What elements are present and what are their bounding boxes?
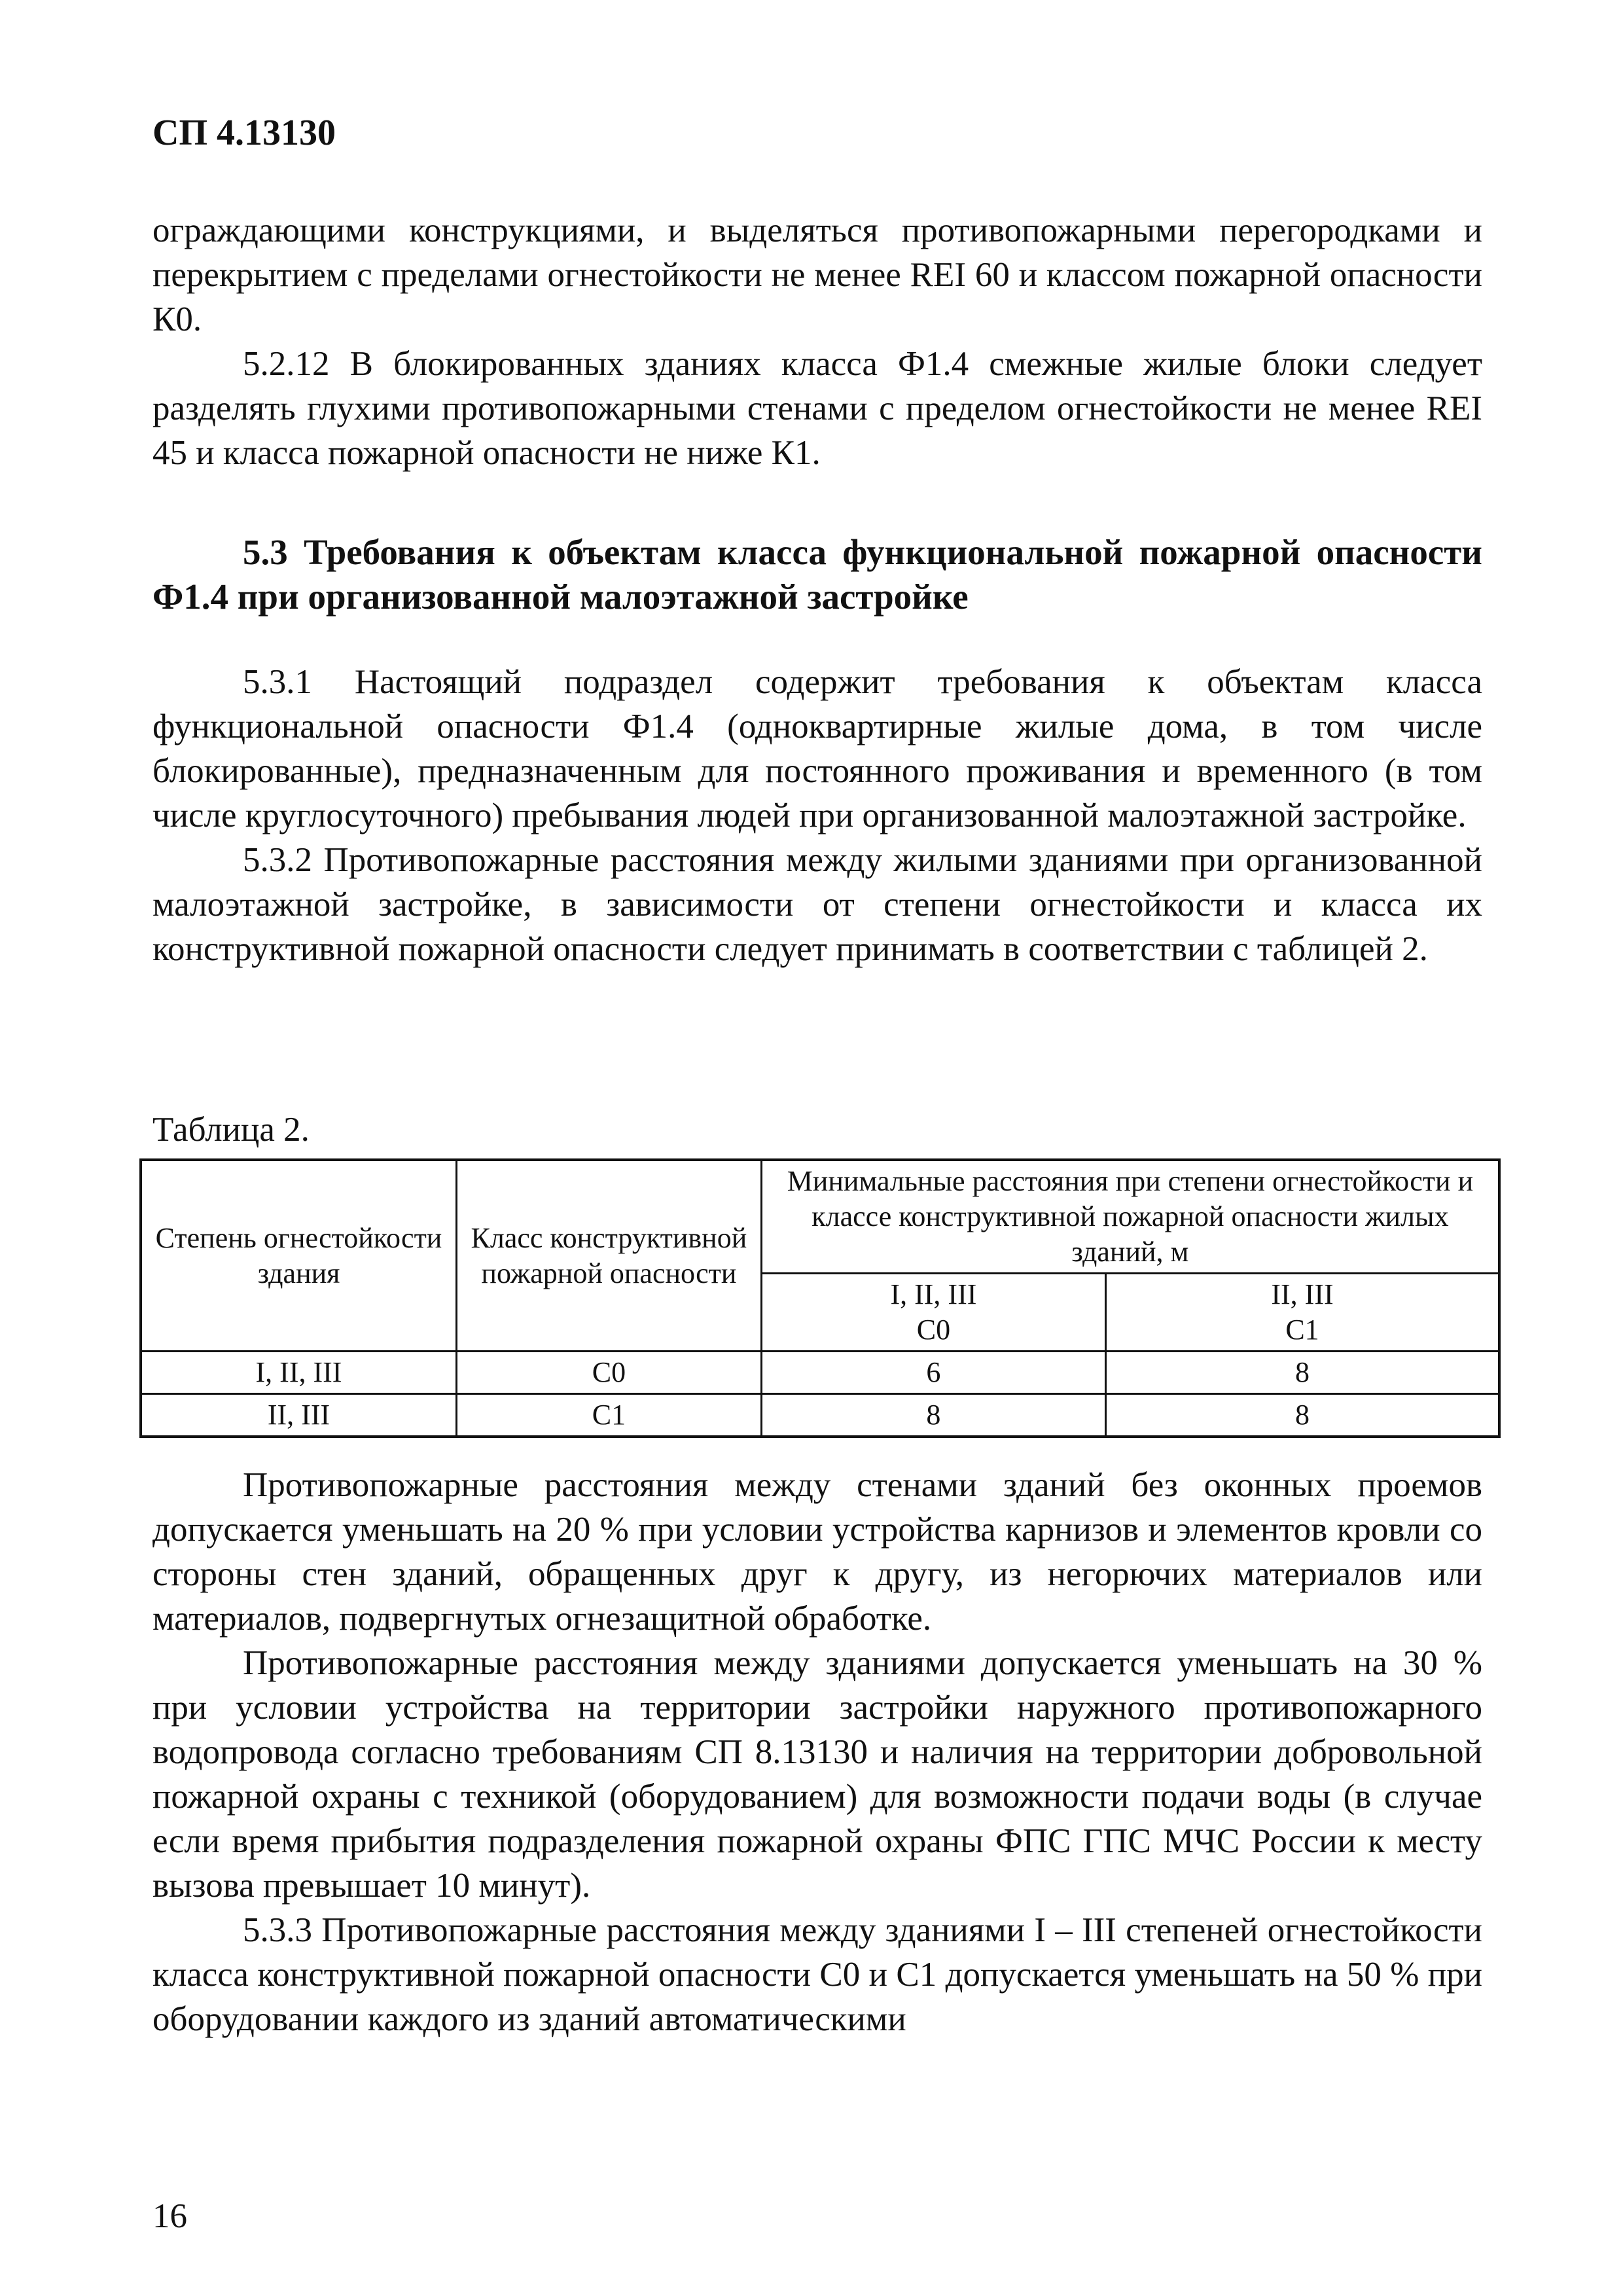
document-code: СП 4.13130: [152, 113, 336, 153]
paragraph-5-2-12: 5.2.12 В блокированных зданиях класса Ф1.4 смежные жилые блоки следует разделять глухими противопожарными стенами с пределом огнестойкости не менее REI 45 и класса пожарной опасности не ниже К1.: [152, 345, 1482, 472]
paragraph-reduce-20: Противопожарные расстояния между стенами зданий без оконных проемов допускается уменьшать на 20 % при условии устройства карнизов и элементов кровли со стороны стен зданий, обращенных друг к другу, из негорючих материалов или материалов, подвергнутых огнезащитной обработке.: [152, 1466, 1482, 1638]
subheader-c1: [1106, 1274, 1499, 1352]
cell-value-c0: 6: [761, 1352, 1105, 1394]
paragraph-5-3-2: 5.3.2 Противопожарные расстояния между жилыми зданиями при организованной малоэтажной застройке, в зависимости от степени огнестойкости и класса их конструктивной пожарной опасности следует принимать в соответствии с таблицей 2.: [152, 841, 1482, 968]
middle-paragraphs: [152, 660, 1482, 971]
page-number: 16: [152, 2197, 187, 2235]
section-heading-block: [152, 530, 1482, 619]
table-caption: Таблица 2.: [152, 1111, 310, 1149]
paragraph-reduce-30: Противопожарные расстояния между зданиями допускается уменьшать на 30 % при условии устройства на территории застройки наружного противопожарного водопровода согласно требованиям СП 8.13130 и наличия на территории добровольной пожарной охраны с техникой (оборудованием) для возможности подачи воды (в случае если время прибытия подразделения пожарной охраны ФПС ГПС МЧС России к месту вызова превышает 10 минут).: [152, 1644, 1482, 1905]
header-min-distances: Минимальные расстояния при степени огнестойкости и классе конструктивной пожарной опасности жилых зданий, м: [761, 1160, 1499, 1274]
subheader-c0-degree: I, II, III: [890, 1278, 977, 1310]
subheader-c1-degree: II, III: [1271, 1278, 1334, 1310]
table-header-row: [141, 1160, 1499, 1274]
bottom-paragraphs: [152, 1463, 1482, 2041]
cell-degree: I, II, III: [141, 1352, 457, 1394]
subheader-c1-class: С1: [1285, 1314, 1319, 1346]
subheader-c0: [761, 1274, 1105, 1352]
top-paragraphs: [152, 208, 1482, 475]
cell-value-c0: 8: [761, 1394, 1105, 1437]
paragraph-5-3-3: 5.3.3 Противопожарные расстояния между зданиями I – III степеней огнестойкости класса конструктивной пожарной опасности С0 и С1 допускается уменьшать на 50 % при оборудовании каждого из зданий автоматическими: [152, 1911, 1482, 2038]
cell-class: С0: [457, 1352, 762, 1394]
paragraph-5-3-1: 5.3.1 Настоящий подраздел содержит требования к объектам класса функциональной опасности Ф1.4 (одноквартирные жилые дома, в том числе блокированные), предназначенным для постоянного проживания и временного (в том числе круглосуточного) пребывания людей при организованной малоэтажной застройке.: [152, 663, 1482, 834]
header-fire-resistance-degree: Степень огнестойкости здания: [141, 1160, 457, 1352]
table-row: [141, 1394, 1499, 1437]
cell-value-c1: 8: [1106, 1352, 1499, 1394]
table-row: [141, 1352, 1499, 1394]
subheader-c0-class: С0: [916, 1314, 951, 1346]
header-fire-hazard-class: Класс конструктивной пожарной опасности: [457, 1160, 762, 1352]
cell-class: С1: [457, 1394, 762, 1437]
cell-value-c1: 8: [1106, 1394, 1499, 1437]
section-heading: 5.3 Требования к объектам класса функциональной пожарной опасности Ф1.4 при организованной малоэтажной застройке: [152, 532, 1482, 617]
cell-degree: II, III: [141, 1394, 457, 1437]
distance-table: [139, 1158, 1501, 1438]
paragraph-continuation: ограждающими конструкциями, и выделяться противопожарными перегородками и перекрытием с пределами огнестойкости не менее REI 60 и классом пожарной опасности К0.: [152, 211, 1482, 338]
